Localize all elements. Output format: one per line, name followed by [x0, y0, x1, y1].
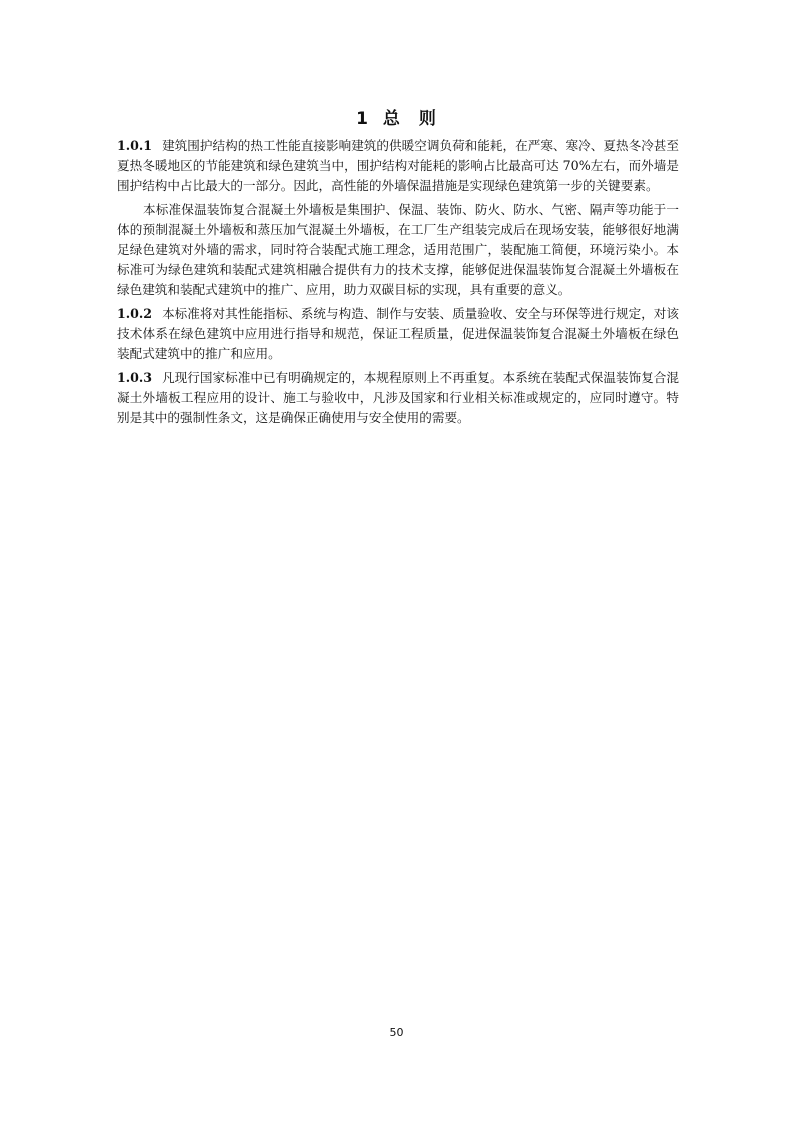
- chapter-title-word-2: 则: [418, 109, 437, 129]
- paragraph-1-0-1: [117, 136, 679, 196]
- paragraph-text: 凡现行国家标准中已有明确规定的，本规程原则上不再重复。本系统在装配式保温装饰复合混凝土外墙板工程应用的设计、施工与验收中，凡涉及国家和行业相关标准或规定的，应同时遵守。特别是其中的强制性条文，这是确保正确使用与安全使用的需要。: [117, 370, 679, 425]
- paragraph-1-0-2: [117, 304, 679, 364]
- clause-number: 1.0.3: [117, 370, 153, 385]
- clause-number: 1.0.1: [117, 138, 153, 153]
- page-number: 50: [389, 1026, 404, 1039]
- chapter-body: [117, 136, 679, 432]
- paragraph-text: 本标准保温装饰复合混凝土外墙板是集围护、保温、装饰、防火、防水、气密、隔声等功能于一体的预制混凝土外墙板和蒸压加气混凝土外墙板，在工厂生产组装完成后在现场安装，能够很好地满足绿色建筑对外墙的需求，同时符合装配式施工理念，适用范围广，装配施工简便，环境污染小。本标准可为绿色建筑和装配式建筑相融合提供有力的技术支撑，能够促进保温装饰复合混凝土外墙板在绿色建筑和装配式建筑中的推广、应用，助力双碳目标的实现，具有重要的意义。: [117, 202, 679, 297]
- paragraph-text: 本标准将对其性能指标、系统与构造、制作与安装、质量验收、安全与环保等进行规定，对该技术体系在绿色建筑中应用进行指导和规范，保证工程质量，促进保温装饰复合混凝土外墙板在绿色装配式建筑中的推广和应用。: [117, 306, 679, 361]
- clause-number: 1.0.2: [117, 306, 153, 321]
- paragraph-1-0-3: [117, 368, 679, 428]
- paragraph-text: 建筑围护结构的热工性能直接影响建筑的供暖空调负荷和能耗，在严寒、寒冷、夏热冬冷甚至夏热冬暖地区的节能建筑和绿色建筑当中，围护结构对能耗的影响占比最高可达 70%左右，而外墙是围护结构中占比最大的一部分。因此，高性能的外墙保温措施是实现绿色建筑第一步的关键要素。: [117, 138, 679, 193]
- chapter-title: [0, 104, 793, 129]
- chapter-title-word-1: 总: [382, 109, 401, 129]
- paragraph-1-0-1-continued: [117, 200, 679, 300]
- chapter-number: 1: [356, 109, 369, 129]
